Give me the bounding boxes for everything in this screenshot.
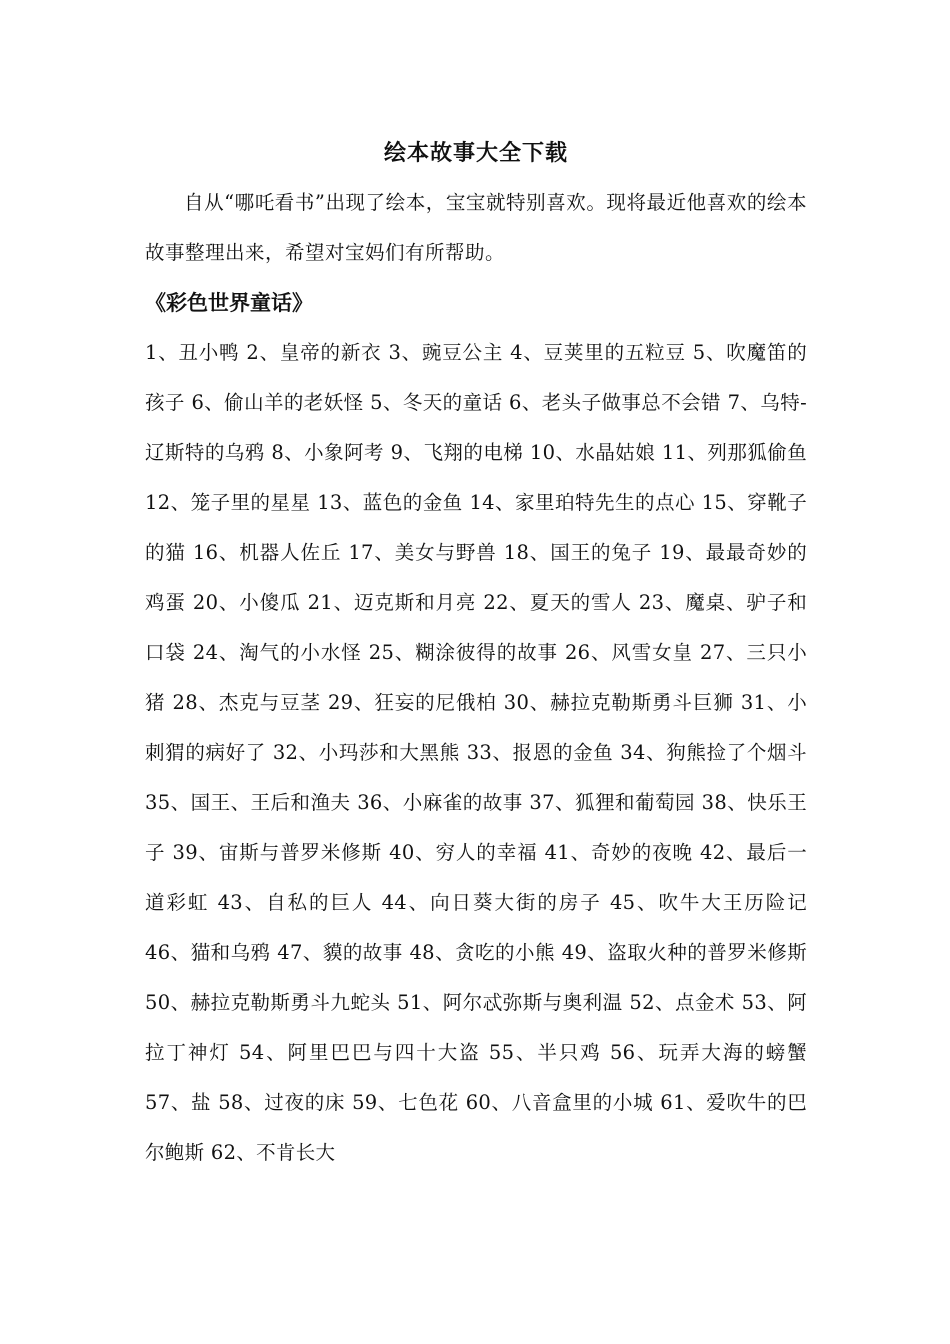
story-item: 40、穷人的幸福 [389,841,538,864]
story-item: 28、杰克与豆茎 [172,691,321,714]
story-item: 7、乌特-辽斯特的乌鸦 [145,391,807,464]
story-item: 48、贪吃的小熊 [409,941,556,964]
story-item: 43、自私的巨人 [217,891,374,914]
story-item: 24、淘气的小水怪 [192,641,362,664]
story-item: 34、狗熊捡了个烟斗 [620,741,807,764]
document-title: 绘本故事大全下载 [383,140,568,166]
story-item: 29、狂妄的尼俄柏 [327,691,497,714]
story-item: 42、最后一道彩虹 [145,841,808,914]
story-item: 14、家里珀特先生的点心 [469,491,695,514]
intro-paragraph: 自从“哪吒看书”出现了绘本，宝宝就特别喜欢。现将最近他喜欢的绘本故事整理出来，希望对宝妈们有所帮助。 [145,191,807,264]
story-item: 38、快乐王子 [145,791,807,864]
story-item: 1、丑小鸭 [145,341,240,364]
story-item: 6、老头子做事总不会错 [509,391,721,414]
story-item: 13、蓝色的金鱼 [317,491,463,514]
story-item: 2、皇帝的新衣 [246,341,382,364]
story-item: 46、猫和乌鸦 [145,941,271,964]
story-item: 17、美女与野兽 [348,541,497,564]
story-item: 47、貘的故事 [277,941,403,964]
story-item: 44、向日葵大街的房子 [381,891,602,914]
story-item: 10、水晶姑娘 [529,441,656,464]
story-item: 8、小象阿考 [271,441,384,464]
story-item: 22、夏天的雪人 [483,591,632,614]
story-item: 36、小麻雀的故事 [357,791,523,814]
story-item: 9、飞翔的电梯 [390,441,524,464]
story-list [145,328,807,1178]
story-item: 61、爱吹牛的巴尔鲍斯 [145,1091,807,1164]
story-item: 6、偷山羊的老妖怪 [191,391,364,414]
story-item: 58、过夜的床 [218,1091,346,1114]
section-heading: 《彩色世界童话》 [145,290,313,315]
story-item: 3、豌豆公主 [388,341,504,364]
story-item: 45、吹牛大王历险记 [609,891,808,914]
story-item: 5、吹魔笛的孩子 [145,341,807,414]
story-item: 31、小刺猬的病好了 [145,691,808,764]
story-item: 53、阿拉丁神灯 [145,991,807,1064]
story-item: 55、半只鸡 [488,1041,602,1064]
story-item: 37、狐狸和葡萄园 [529,791,695,814]
story-item: 23、魔桌、驴子和口袋 [145,591,808,664]
story-item: 52、点金术 [629,991,735,1014]
story-item: 41、奇妙的夜晚 [544,841,693,864]
story-item: 54、阿里巴巴与四十大盗 [239,1041,481,1064]
story-item: 4、豆荚里的五粒豆 [510,341,686,364]
story-item: 59、七色花 [352,1091,459,1114]
story-item: 56、玩弄大海的螃蟹 [609,1041,808,1064]
story-item: 21、迈克斯和月亮 [307,591,477,614]
story-item: 25、糊涂彼得的故事 [368,641,558,664]
story-item: 33、报恩的金鱼 [466,741,614,764]
story-item: 57、盐 [145,1091,212,1114]
story-item: 18、国王的兔子 [503,541,653,564]
story-item: 62、不肯长大 [210,1141,336,1164]
story-item: 49、盗取火种的普罗米修斯 [561,941,807,964]
story-item: 20、小傻瓜 [192,591,301,614]
story-item: 5、冬天的童话 [370,391,503,414]
story-item: 27、三只小猪 [145,641,808,714]
story-item: 50、赫拉克勒斯勇斗九蛇头 [145,991,391,1014]
story-item: 15、穿靴子的猫 [145,491,808,564]
story-item: 51、阿尔忒弥斯与奥利温 [397,991,623,1014]
story-item: 12、笼子里的星星 [145,491,311,514]
story-item: 16、机器人佐丘 [192,541,342,564]
document-page [145,128,807,1178]
story-item: 60、八音盒里的小城 [465,1091,654,1114]
story-item: 11、列那狐偷鱼 [661,441,807,464]
story-item: 19、最最奇妙的鸡蛋 [145,541,808,614]
story-item: 30、赫拉克勒斯勇斗巨狮 [503,691,734,714]
story-item: 39、宙斯与普罗米修斯 [172,841,383,864]
story-item: 32、小玛莎和大黑熊 [272,741,460,764]
story-item: 26、风雪女皇 [564,641,693,664]
story-item: 35、国王、王后和渔夫 [145,791,351,814]
